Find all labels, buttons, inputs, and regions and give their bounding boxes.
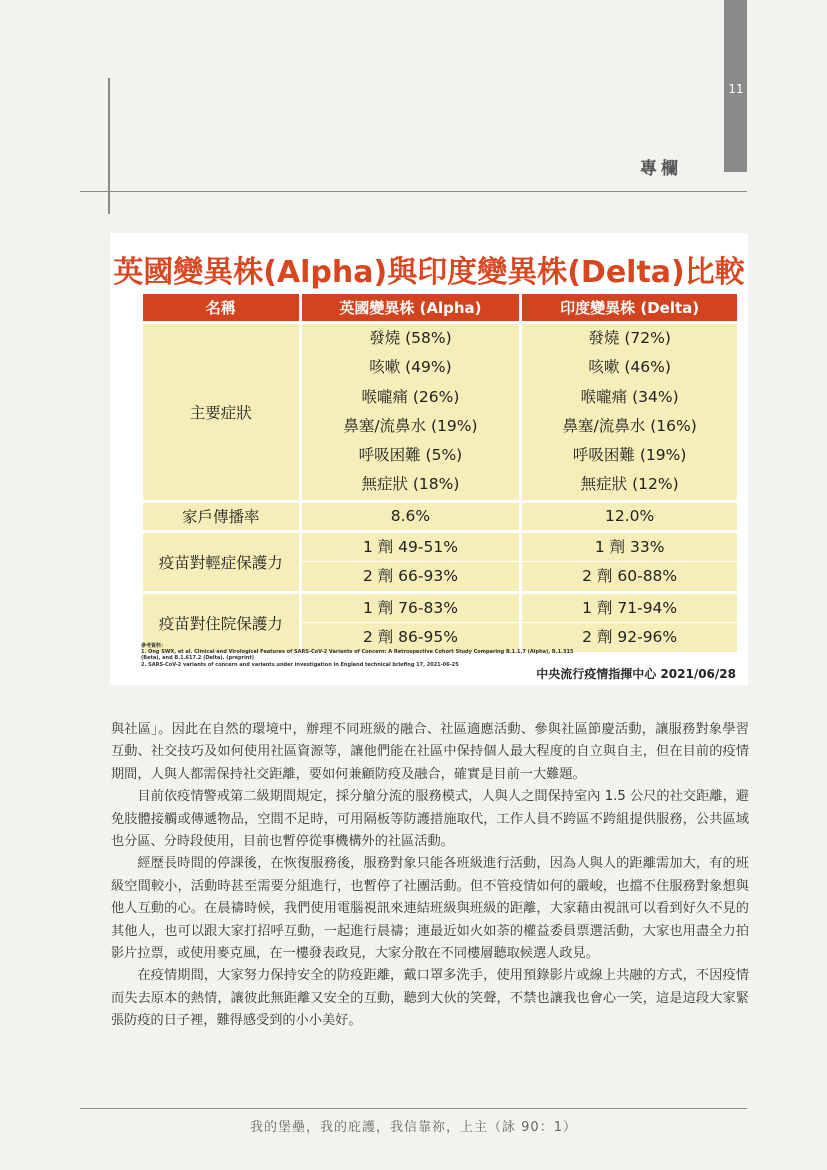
delta-hospital-dose-2: 2 劑 92-96% [582,628,678,647]
paragraph: 目前依疫情警戒第二級期間規定，採分艙分流的服務模式，人與人之間保持室內 1.5 公尺的社交距離，避免肢體接觸或傳遞物品，空間不足時，可用隔板等防護措施取代，工作人員不跨區不跨組提供服務，公共區域也分區、分時段使用，目前也暫停從事機構外的社區活動。 [111,789,749,850]
footer-rule [80,1108,747,1109]
figure-source: 中央流行疫情指揮中心 2021/06/28 [536,667,736,681]
alpha-transmission: 8.6% [302,503,520,530]
row-label-symptoms: 主要症狀 [143,324,299,500]
table-row-mild-protection [143,533,737,591]
variant-comparison-figure [110,233,748,685]
references [141,643,581,668]
reference-item: 2. SARS-CoV-2 variants of concern and variants under investigation in England technical briefing 17, 2021-06-25 [141,661,459,668]
figure-title: 英國變異株(Alpha)與印度變異株(Delta)比較 [113,255,745,290]
row-label-mild-protection: 疫苗對輕症保護力 [143,533,299,591]
alpha-symptom: 喉嚨痛 (26%) [361,387,460,406]
footer-verse: 我的堡壘，我的庇護，我信靠祢，上主（詠 90：1） [250,1120,577,1135]
alpha-symptom: 發燒 (58%) [369,329,452,347]
alpha-hospital-dose-2: 2 劑 86-95% [362,628,458,647]
delta-symptom: 喉嚨痛 (34%) [580,387,679,406]
delta-mild-dose-2: 2 劑 60-88% [582,567,678,586]
alpha-mild-protection-cell [302,533,520,591]
paragraph: 與社區」。因此在自然的環境中，辦理不同班級的融合、社區適應活動、參與社區節慶活動，讓服務對象學習互動、社交技巧及如何使用社區資源等，讓他們能在社區中保持個人最大程度的自立與自主，但在目前的疫情期間，人與人都需保持社交距離，要如何兼顧防疫及融合，確實是目前一大難題。 [111,722,749,782]
paragraph: 經歷長時間的停課後，在恢復服務後，服務對象只能各班級進行活動，因為人與人的距離需加大，有的班級空間較小，活動時甚至需要分組進行，也暫停了社團活動。但不管疫情如何的嚴峻，也擋不住服務對象想與他人互動的心。在晨禱時候，我們使用電腦視訊來連結班級與班級的距離，大家藉由視訊可以看到好久不見的其他人，也可以跟大家打招呼互動，一起進行晨禱；連最近如火如荼的權益委員票選活動，大家也用盡全力拍影片拉票，或使用麥克風，在一樓發表政見，大家分散在不同樓層聽取候選人政見。 [111,856,749,962]
table-row-transmission [143,503,737,530]
alpha-symptoms-cell [302,324,520,500]
alpha-mild-dose-1: 1 劑 49-51% [302,533,520,563]
table-row-symptoms [143,324,737,500]
delta-symptom: 咳嗽 (46%) [588,358,671,377]
reference-item: 1. Ong SWX, et al. Clinical and Virological Features of SARS-CoV-2 Variants of Concern: A Retrospective Cohort Study Comparing B.1.1.7 (Alpha), B.1.315 (Beta), and B.1.617.2 (Delta). (preprint) [141,649,574,662]
col-header-alpha: 英國變異株 (Alpha) [302,294,520,321]
delta-symptoms-cell [522,324,737,500]
alpha-symptom: 咳嗽 (49%) [369,358,452,377]
page-number: 11 [728,82,744,96]
header-vertical-rule [108,78,110,214]
table-header-row [143,294,737,321]
delta-symptom: 發燒 (72%) [588,329,671,347]
delta-symptom: 呼吸困難 (19%) [572,446,687,465]
alpha-symptom: 鼻塞/流鼻水 (19%) [343,416,478,435]
delta-symptom: 鼻塞/流鼻水 (16%) [562,416,697,435]
article-body [111,719,749,1033]
row-label-hospital-protection: 疫苗對住院保護力 [143,594,299,652]
delta-mild-dose-1: 1 劑 33% [522,533,737,563]
delta-mild-protection-cell [522,533,737,591]
col-header-name: 名稱 [143,294,299,321]
row-label-transmission: 家戶傳播率 [143,503,299,530]
header-horizontal-rule [80,191,747,192]
alpha-symptom: 無症狀 (18%) [361,475,460,494]
paragraph: 在疫情期間，大家努力保持安全的防疫距離，戴口罩多洗手，使用預錄影片或線上共融的方式，不因疫情而失去原本的熱情，讓彼此無距離又安全的互動，聽到大伙的笑聲，不禁也讓我也會心一笑，這是這段大家緊張防疫的日子裡，難得感受到的小小美好。 [111,968,749,1029]
delta-hospital-dose-1: 1 劑 71-94% [522,594,737,624]
delta-transmission: 12.0% [522,503,737,530]
comparison-table [140,291,740,655]
delta-symptom: 無症狀 (12%) [580,475,679,494]
alpha-symptom: 呼吸困難 (5%) [358,446,463,465]
alpha-mild-dose-2: 2 劑 66-93% [362,567,458,586]
references-heading: 參考資料： [141,643,167,649]
column-label: 專欄 [640,159,682,179]
col-header-delta: 印度變異株 (Delta) [522,294,737,321]
alpha-hospital-dose-1: 1 劑 76-83% [302,594,520,624]
